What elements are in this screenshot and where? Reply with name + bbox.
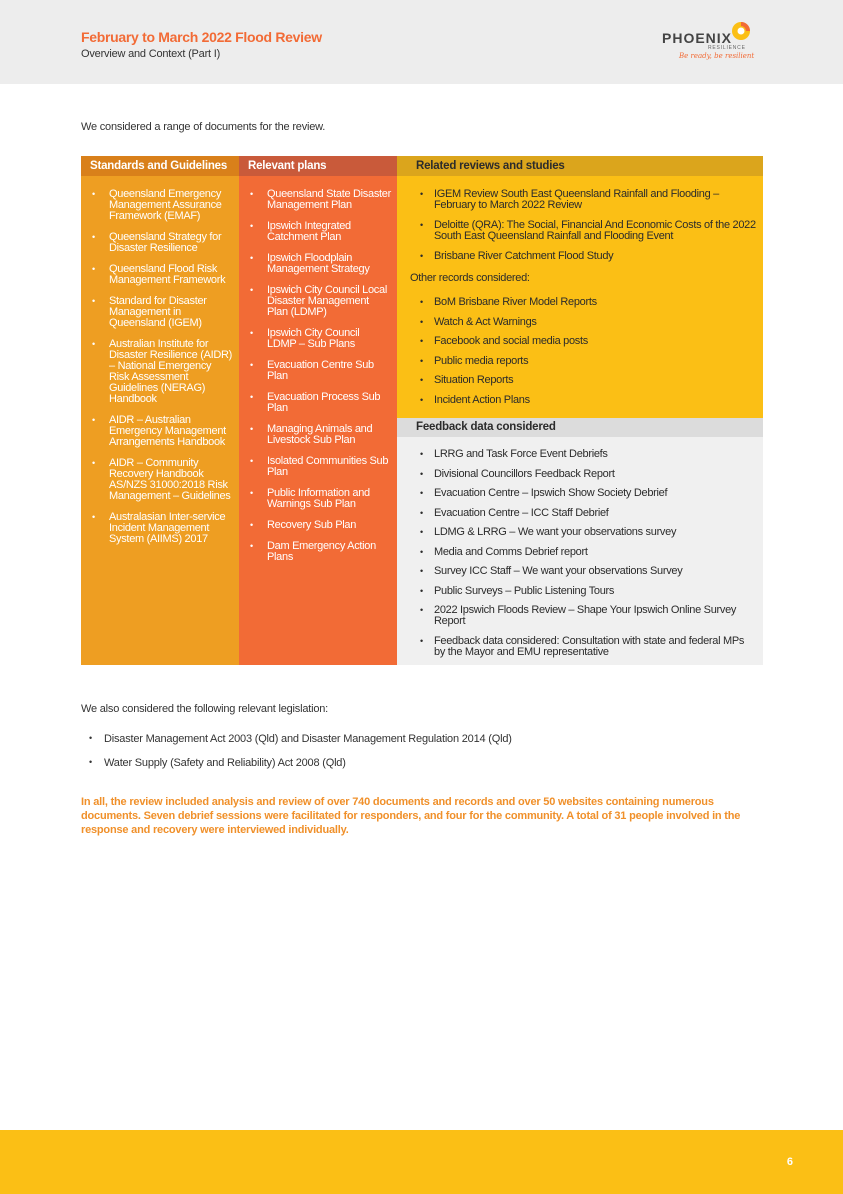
list-item: • AIDR – Community Recovery Handbook AS/NZS 31000:2018 Risk Management – Guidelines bbox=[109, 458, 233, 502]
list-item: • Queensland Flood Risk Management Framework bbox=[109, 264, 233, 286]
list-item: • LDMG & LRRG – We want your observations survey bbox=[434, 527, 756, 538]
list-item: • Watch & Act Warnings bbox=[434, 317, 756, 328]
plans-heading: Relevant plans bbox=[239, 156, 397, 176]
page-header bbox=[0, 0, 843, 84]
list-item: • Situation Reports bbox=[434, 375, 756, 386]
list-item: • Evacuation Centre Sub Plan bbox=[267, 360, 391, 382]
list-item: • Evacuation Centre – Ipswich Show Society Debrief bbox=[434, 488, 756, 499]
legislation-list bbox=[104, 733, 512, 781]
list-item: • IGEM Review South East Queensland Rainfall and Flooding – February to March 2022 Review bbox=[434, 189, 756, 211]
summary-text: In all, the review included analysis and review of over 740 documents and records and over 50 websites containing numerous documents. Seven debrief sessions were facilitated for responders, and four for the community. A total of 31 people involved in the response and recovery were interviewed individually. bbox=[81, 796, 741, 836]
list-item: • Public Information and Warnings Sub Plan bbox=[267, 488, 391, 510]
list-item: • LRRG and Task Force Event Debriefs bbox=[434, 449, 756, 460]
list-item: • Media and Comms Debrief report bbox=[434, 547, 756, 558]
standards-list bbox=[109, 189, 233, 555]
reviews-list bbox=[434, 189, 756, 271]
list-item: • AIDR – Australian Emergency Management Arrangements Handbook bbox=[109, 415, 233, 448]
list-item: • 2022 Ipswich Floods Review – Shape Your Ipswich Online Survey Report bbox=[434, 605, 756, 627]
list-item: • Deloitte (QRA): The Social, Financial And Economic Costs of the 2022 South East Queensland Rainfall and Flooding Event bbox=[434, 220, 756, 242]
legislation-intro: We also considered the following relevant legislation: bbox=[81, 703, 329, 715]
list-item: • Queensland State Disaster Management Plan bbox=[267, 189, 391, 211]
page-footer bbox=[0, 1130, 843, 1194]
list-item: • Queensland Emergency Management Assurance Framework (EMAF) bbox=[109, 189, 233, 222]
standards-column bbox=[81, 156, 239, 665]
feedback-heading: Feedback data considered bbox=[397, 418, 763, 437]
plans-list bbox=[267, 189, 391, 573]
list-item: • Evacuation Centre – ICC Staff Debrief bbox=[434, 508, 756, 519]
list-item: • Isolated Communities Sub Plan bbox=[267, 456, 391, 478]
list-item: • Ipswich Integrated Catchment Plan bbox=[267, 221, 391, 243]
list-item: • Dam Emergency Action Plans bbox=[267, 541, 391, 563]
list-item: • Queensland Strategy for Disaster Resilience bbox=[109, 232, 233, 254]
list-item: • Survey ICC Staff – We want your observations Survey bbox=[434, 566, 756, 577]
list-item: • Brisbane River Catchment Flood Study bbox=[434, 251, 756, 262]
list-item: • Public Surveys – Public Listening Tours bbox=[434, 586, 756, 597]
logo-subword: RESILIENCE bbox=[708, 45, 746, 51]
list-item: • Standard for Disaster Management in Queensland (IGEM) bbox=[109, 296, 233, 329]
other-records-label: Other records considered: bbox=[410, 272, 530, 284]
page-number: 6 bbox=[786, 1156, 793, 1168]
list-item: • Managing Animals and Livestock Sub Plan bbox=[267, 424, 391, 446]
logo-wordmark: PHOENIX bbox=[662, 30, 733, 46]
phoenix-logo bbox=[662, 18, 762, 66]
list-item: • BoM Brisbane River Model Reports bbox=[434, 297, 756, 308]
intro-text: We considered a range of documents for the review. bbox=[81, 121, 326, 133]
document-subtitle: Overview and Context (Part I) bbox=[81, 48, 221, 60]
feedback-list bbox=[434, 449, 756, 666]
list-item: • Water Supply (Safety and Reliability) Act 2008 (Qld) bbox=[104, 757, 512, 769]
reviews-column bbox=[397, 156, 763, 665]
list-item: • Feedback data considered: Consultation with state and federal MPs by the Mayor and EMU representative bbox=[434, 636, 756, 658]
other-records-list bbox=[434, 297, 756, 414]
list-item: • Disaster Management Act 2003 (Qld) and Disaster Management Regulation 2014 (Qld) bbox=[104, 733, 512, 745]
list-item: • Ipswich City Council Local Disaster Management Plan (LDMP) bbox=[267, 285, 391, 318]
list-item: • Ipswich City Council LDMP – Sub Plans bbox=[267, 328, 391, 350]
list-item: • Public media reports bbox=[434, 356, 756, 367]
reviews-heading: Related reviews and studies bbox=[397, 156, 763, 176]
plans-column bbox=[239, 156, 397, 665]
document-title: February to March 2022 Flood Review bbox=[81, 29, 322, 45]
logo-tagline: Be ready, be resilient bbox=[679, 52, 755, 60]
list-item: • Divisional Councillors Feedback Report bbox=[434, 469, 756, 480]
list-item: • Facebook and social media posts bbox=[434, 336, 756, 347]
list-item: • Evacuation Process Sub Plan bbox=[267, 392, 391, 414]
phoenix-swirl-icon bbox=[728, 18, 754, 44]
list-item: • Australian Institute for Disaster Resilience (AIDR) – National Emergency Risk Assessment Guidelines (NERAG) Handbook bbox=[109, 339, 233, 405]
list-item: • Ipswich Floodplain Management Strategy bbox=[267, 253, 391, 275]
list-item: • Australasian Inter-service Incident Management System (AIIMS) 2017 bbox=[109, 512, 233, 545]
list-item: • Incident Action Plans bbox=[434, 395, 756, 406]
list-item: • Recovery Sub Plan bbox=[267, 520, 391, 531]
standards-heading: Standards and Guidelines bbox=[81, 156, 239, 176]
